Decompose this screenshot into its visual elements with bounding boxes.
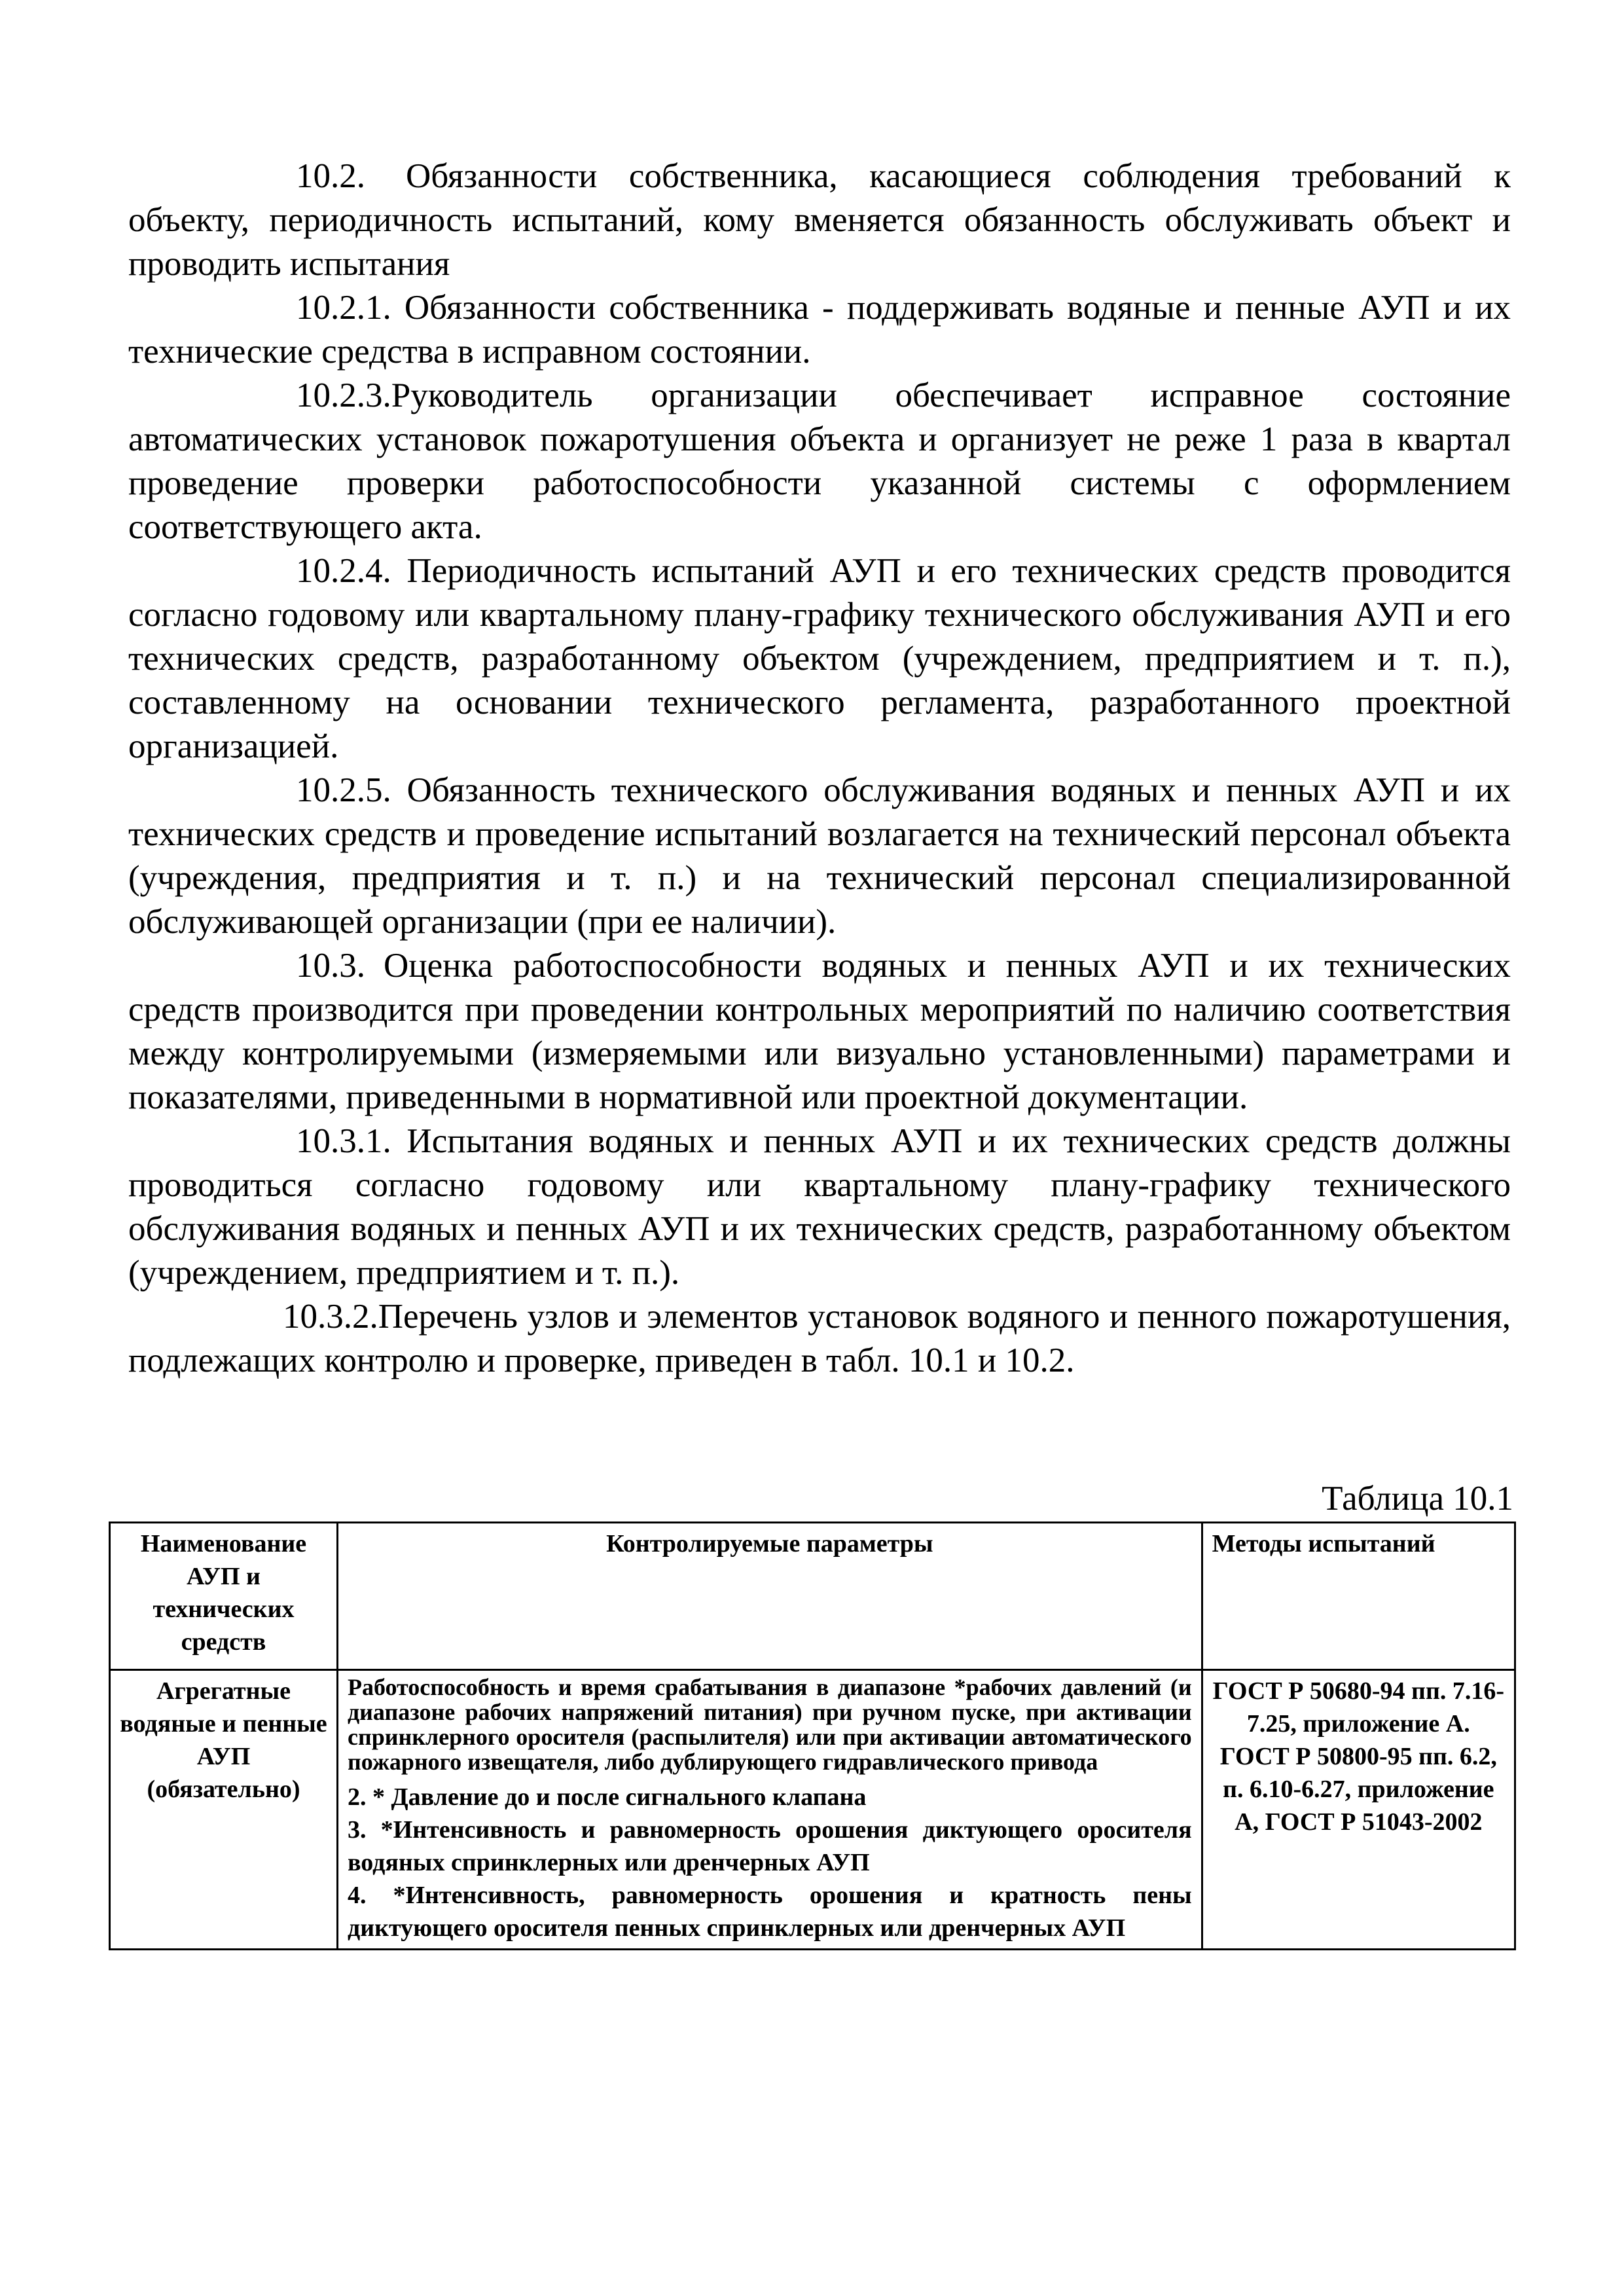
paragraph-number: 10.3.2. bbox=[283, 1298, 378, 1336]
paragraph-number: 10.3.1. bbox=[296, 1122, 391, 1160]
table-header-row bbox=[110, 1523, 1515, 1670]
table-caption: Таблица 10.1 bbox=[1322, 1480, 1513, 1518]
paragraph-text: Периодичность испытаний АУП и его технических средств проводится согласно годовому или квартальному плану-графику технического обслуживания АУП и его технических средств, разработанному объектом (учреждением, предприятием и т. п.), составленному на основании технического регламента, разработанного проектной организацией. bbox=[128, 552, 1511, 765]
cell-methods: ГОСТ Р 50680-94 пп. 7.16-7.25, приложение А. ГОСТ Р 50800-95 пп. 6.2, п. 6.10-6.27, приложение А, ГОСТ Р 51043-2002 bbox=[1202, 1670, 1515, 1950]
paragraph-number: 10.2.4. bbox=[296, 552, 391, 590]
parameter-item-2: 2. * Давление до и после сигнального клапана bbox=[347, 1783, 867, 1811]
cell-parameters bbox=[337, 1670, 1202, 1950]
paragraph-text: Перечень узлов и элементов установок водяного и пенного пожаротушения, подлежащих контролю и проверке, приведен в табл. 10.1 и 10.2. bbox=[128, 1298, 1511, 1379]
paragraph-number: 10.2.5. bbox=[296, 771, 391, 809]
paragraphs bbox=[128, 155, 1511, 1383]
header-parameters: Контролируемые параметры bbox=[337, 1523, 1202, 1670]
paragraph-text: Обязанность технического обслуживания водяных и пенных АУП и их технических средств и проведение испытаний возлагается на технический персонал объекта (учреждения, предприятия и т. п.) и на технический персонал специализированной обслуживающей организации (при ее наличии). bbox=[128, 771, 1511, 941]
paragraph-10-3-2 bbox=[128, 1295, 1511, 1383]
paragraph-text: Оценка работоспособности водяных и пенных АУП и их технических средств производится при проведении контрольных мероприятий по наличию соответствия между контролируемыми (измеряемыми или визуально установленными) параметрами и показателями, приведенными в нормативной или проектной документации. bbox=[128, 947, 1511, 1116]
inspection-table bbox=[109, 1522, 1516, 1950]
cell-aup-name: Агрегатные водяные и пенные АУП (обязательно) bbox=[110, 1670, 338, 1950]
paragraph-10-2-1 bbox=[128, 286, 1511, 374]
paragraph-text: Обязанности собственника, касающиеся соблюдения требований к объекту, периодичность испытаний, кому вменяется обязанность обслуживать объект и проводить испытания bbox=[128, 157, 1511, 283]
header-methods: Методы испытаний bbox=[1202, 1523, 1515, 1670]
parameter-item-1: Работоспособность и время срабатывания в диапазоне *рабочих давлений (и диапазоне рабочих напряжений питания) при ручном пуске, при активации спринклерного оросителя (распылителя) или при активации автоматического пожарного извещателя, либо дублирующего гидравлического привода bbox=[347, 1674, 1192, 1775]
paragraph-number: 10.2.1. bbox=[296, 289, 391, 327]
parameter-item-4: 4. *Интенсивность, равномерность орошения и кратность пены диктующего оросителя пенных спринклерных или дренчерных АУП bbox=[347, 1882, 1192, 1942]
paragraph-number: 10.2. bbox=[296, 157, 365, 195]
header-name: Наименование АУП и технических средств bbox=[110, 1523, 338, 1670]
paragraph-10-2-4 bbox=[128, 549, 1511, 769]
paragraph-number: 10.2.3. bbox=[296, 376, 391, 414]
paragraph-text: Обязанности собственника - поддерживать водяные и пенные АУП и их технические средства в исправном состоянии. bbox=[128, 289, 1511, 371]
paragraph-10-3-1 bbox=[128, 1120, 1511, 1295]
paragraph-text: Руководитель организации обеспечивает исправное состояние автоматических установок пожаротушения объекта и организует не реже 1 раза в квартал проведение проверки работоспособности указанной системы с оформлением соответствующего акта. bbox=[128, 376, 1511, 546]
parameter-item-3: 3. *Интенсивность и равномерность орошения диктующего оросителя водяных спринклерных или дренчерных АУП bbox=[347, 1816, 1192, 1876]
paragraph-10-2-3 bbox=[128, 374, 1511, 549]
paragraph-10-3 bbox=[128, 944, 1511, 1120]
paragraph-number: 10.3. bbox=[296, 947, 365, 985]
paragraph-10-2-5 bbox=[128, 769, 1511, 944]
table-row bbox=[110, 1670, 1515, 1950]
paragraph-text: Испытания водяных и пенных АУП и их технических средств должны проводиться согласно годовому или квартальному плану-графику технического обслуживания водяных и пенных АУП и их технических средств, разработанному объектом (учреждением, предприятием и т. п.). bbox=[128, 1122, 1511, 1292]
paragraph-10-2 bbox=[128, 155, 1511, 286]
